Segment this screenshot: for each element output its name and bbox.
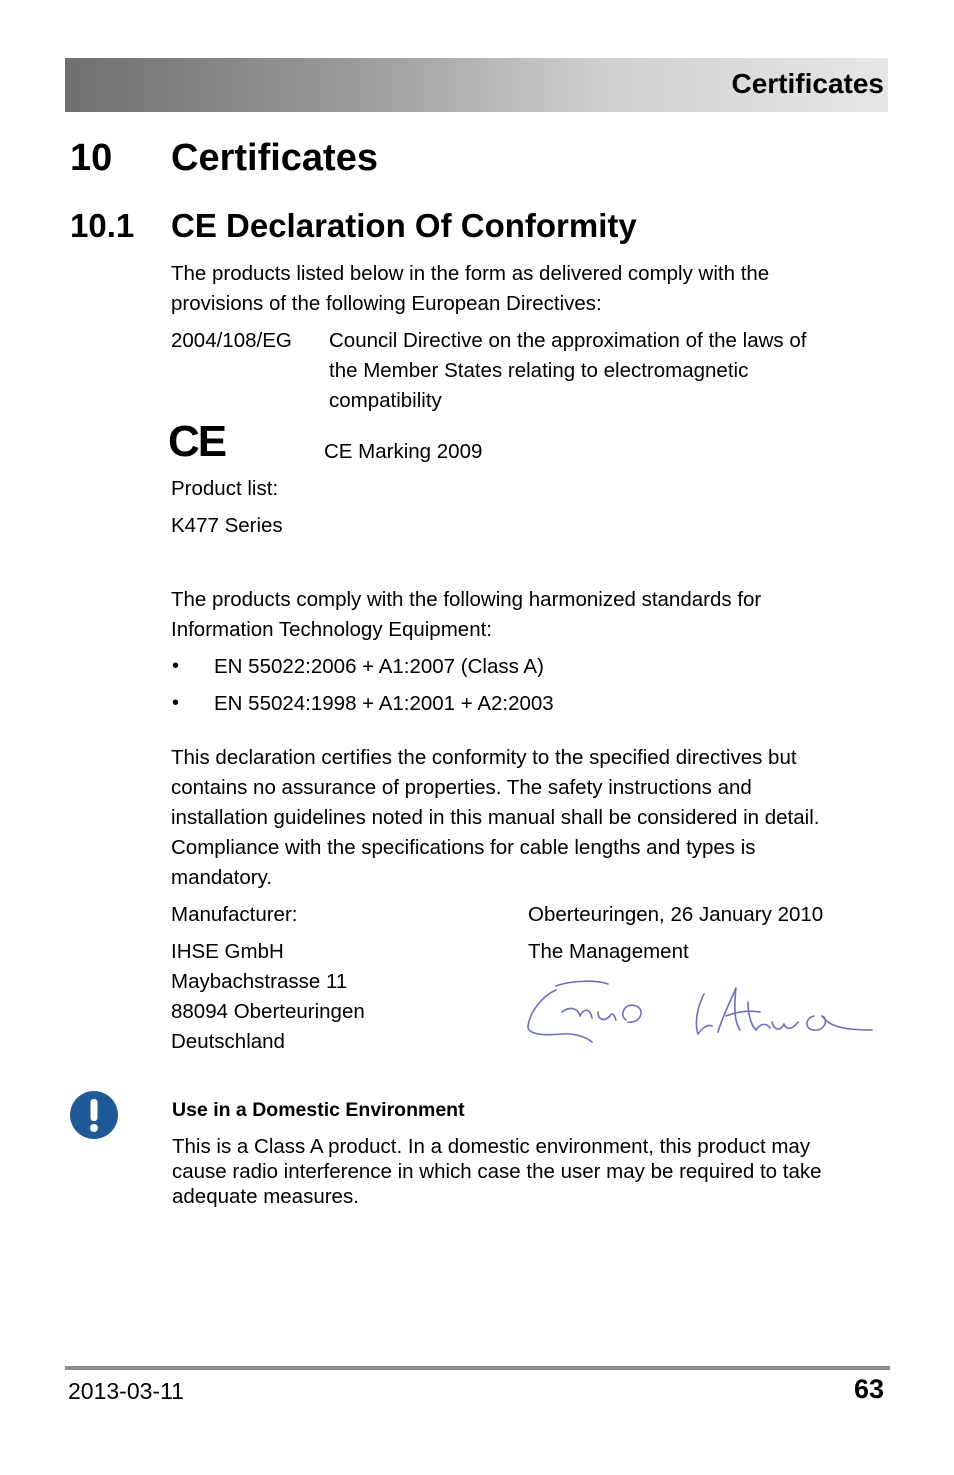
standards-line-1: The products comply with the following harmonized standards for [171,588,762,611]
product-item: K477 Series [171,514,283,537]
notice-title: Use in a Domestic Environment [172,1099,465,1121]
directive-code: 2004/108/EG [171,329,292,352]
manufacturer-label: Manufacturer: [171,903,298,926]
signature-image [522,972,882,1052]
notice-line-1: This is a Class A product. In a domestic environment, this product may [172,1135,811,1158]
footer-date: 2013-03-11 [68,1378,184,1404]
section-number: 10.1 [70,207,135,244]
declaration-line-2: contains no assurance of properties. The safety instructions and [171,776,752,799]
declaration-line-4: Compliance with the specifications for cable lengths and types is [171,836,756,859]
notice-line-2: cause radio interference in which case the user may be required to take [172,1160,822,1183]
product-list-label: Product list: [171,477,279,500]
manufacturer-name: IHSE GmbH [171,940,284,963]
chapter-number: 10 [70,137,113,179]
bullet-icon: • [172,692,180,714]
place-date: Oberteuringen, 26 January 2010 [528,903,824,926]
standards-line-2: Information Technology Equipment: [171,618,492,641]
running-header-title: Certificates [731,68,884,99]
chapter-title: Certificates [171,137,378,179]
standard-item-2: EN 55024:1998 + A1:2001 + A2:2003 [214,692,554,715]
standard-item-1: EN 55022:2006 + A1:2007 (Class A) [214,655,544,678]
signing-role: The Management [528,940,689,963]
declaration-line-3: installation guidelines noted in this manual shall be considered in detail. [171,806,820,829]
bullet-icon: • [172,655,180,677]
directive-text-2: the Member States relating to electromagnetic [329,359,749,382]
footer-divider [65,1366,890,1370]
directive-text-3: compatibility [329,389,442,412]
ce-logo: CE [168,417,226,466]
directive-text-1: Council Directive on the approximation of the laws of [329,329,807,352]
intro-line-1: The products listed below in the form as delivered comply with the [171,262,770,285]
exclamation-icon [70,1091,118,1139]
declaration-line-1: This declaration certifies the conformity to the specified directives but [171,746,797,769]
section-title: CE Declaration Of Conformity [171,207,637,244]
manufacturer-street: Maybachstrasse 11 [171,970,348,993]
intro-line-2: provisions of the following European Directives: [171,292,602,315]
manufacturer-country: Deutschland [171,1030,285,1053]
ce-marking-label: CE Marking 2009 [324,440,483,463]
notice-line-3: adequate measures. [172,1185,359,1208]
declaration-line-5: mandatory. [171,866,273,889]
manufacturer-city: 88094 Oberteuringen [171,1000,365,1023]
page-number: 63 [853,1374,884,1404]
